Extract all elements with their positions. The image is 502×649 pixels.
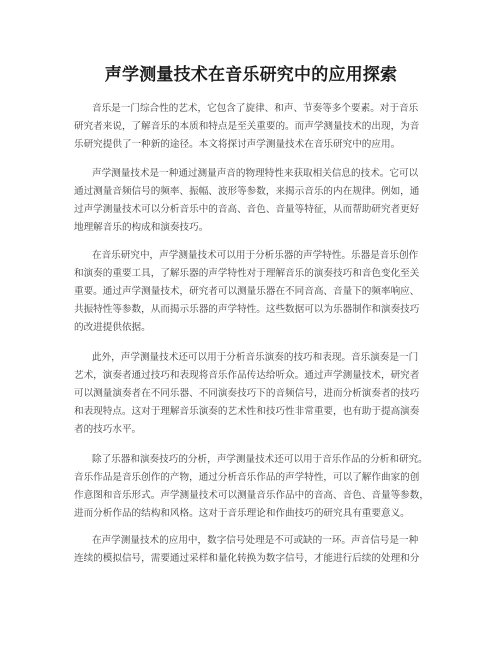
paragraph-line: 连续的模拟信号，需要通过采样和量化转换为数字信号，才能进行后续的处理和分 bbox=[74, 553, 420, 564]
paragraph-line: 声学测量技术是一种通过测量声音的物理特性来获取相关信息的技术。它可以 bbox=[92, 168, 419, 179]
paragraph-line: 过声学测量技术可以分析音乐中的音高、音色、音量等特征，从而帮助研究者更好 bbox=[74, 204, 420, 215]
paragraph-line: 地理解音乐的构成和演奏技巧。 bbox=[74, 222, 209, 233]
paragraph-line: 在声学测量技术的应用中，数字信号处理是不可或缺的一环。声音信号是一种 bbox=[92, 535, 419, 546]
paragraph-line: 研究者来说，了解音乐的本质和特点是至关重要的。而声学测量技术的出现，为音 bbox=[74, 121, 420, 132]
paragraph-4 bbox=[74, 349, 440, 439]
paragraph-line: 和表现特点。这对于理解音乐演奏的艺术性和技巧性非常重要，也有助于提高演奏 bbox=[74, 406, 420, 417]
paragraph-line: 重要。通过声学测量技术，研究者可以测量乐器在不同音高、音量下的频率响应、 bbox=[74, 286, 420, 297]
paragraph-line: 进而分析作品的结构和风格。这对于音乐理论和作曲技巧的研究具有重要意义。 bbox=[74, 508, 410, 519]
paragraph-line: 音乐是一门综合性的艺术，它包含了旋律、和声、节奏等多个要素。对于音乐 bbox=[92, 103, 419, 114]
paragraph-line: 艺术，演奏者通过技巧和表现将音乐作品传达给听众。通过声学测量技术，研究者 bbox=[74, 370, 420, 381]
paragraph-line: 此外，声学测量技术还可以用于分析音乐演奏的技巧和表现。音乐演奏是一门 bbox=[92, 352, 419, 363]
paragraph-line: 作意图和音乐形式。声学测量技术可以测量音乐作品中的音高、音色、音量等参数， bbox=[74, 490, 429, 501]
paragraph-5 bbox=[74, 451, 440, 523]
paragraph-line: 除了乐器和演奏技巧的分析，声学测量技术还可以用于音乐作品的分析和研究。 bbox=[92, 454, 428, 465]
paragraph-line: 共振特性等参数，从而揭示乐器的声学特性。这些数据可以为乐器制作和演奏技巧 bbox=[74, 304, 420, 315]
paragraph-line: 可以测量演奏者在不同乐器、不同演奏技巧下的音频信号，进而分析演奏者的技巧 bbox=[74, 388, 420, 399]
paragraph-1 bbox=[74, 100, 440, 154]
paragraph-line: 通过测量音频信号的频率、振幅、波形等参数，来揭示音乐的内在规律。例如，通 bbox=[74, 186, 420, 197]
paragraph-6 bbox=[74, 532, 440, 568]
paragraph-3 bbox=[74, 247, 440, 337]
paragraph-line: 者的技巧水平。 bbox=[74, 424, 142, 435]
paragraph-line: 和演奏的重要工具，了解乐器的声学特性对于理解音乐的演奏技巧和音色变化至关 bbox=[74, 268, 420, 279]
paragraph-line: 在音乐研究中，声学测量技术可以用于分析乐器的声学特性。乐器是音乐创作 bbox=[92, 250, 419, 261]
paragraph-line: 的改进提供依据。 bbox=[74, 322, 151, 333]
paragraph-2 bbox=[74, 165, 440, 237]
paragraph-line: 乐研究提供了一种新的途径。本文将探讨声学测量技术在音乐研究中的应用。 bbox=[74, 139, 401, 150]
paragraph-line: 音乐作品是音乐创作的产物，通过分析音乐作品的声学特性，可以了解作曲家的创 bbox=[74, 472, 420, 483]
document-title: 声学测量技术在音乐研究中的应用探索 bbox=[104, 65, 398, 85]
